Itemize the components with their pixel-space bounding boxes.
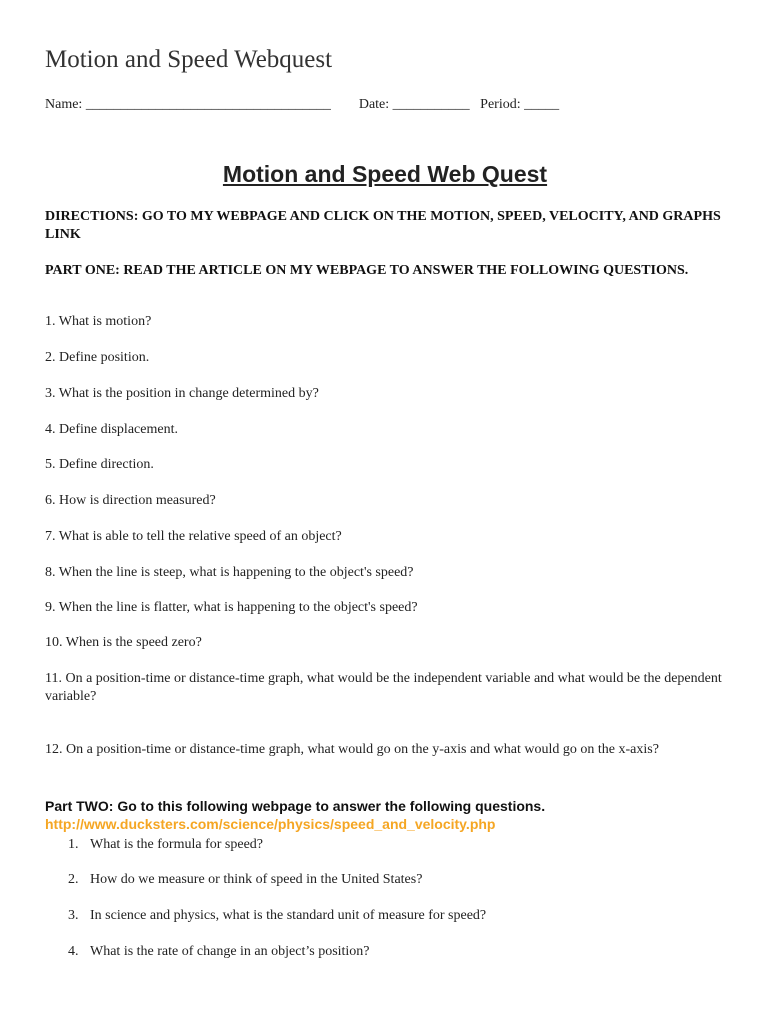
part-two-question-2: [68, 871, 728, 889]
question-6: 6. How is direction measured?: [45, 493, 216, 508]
question-5: 5. Define direction.: [45, 457, 154, 472]
directions-text: DIRECTIONS: GO TO MY WEBPAGE AND CLICK ON THE MOTION, SPEED, VELOCITY, AND GRAPHS LINK: [45, 209, 721, 242]
document-header-title: Motion and Speed Webquest: [45, 46, 333, 73]
question-text: In science and physics, what is the standard unit of measure for speed?: [90, 908, 487, 923]
question-9: 9. When the line is flatter, what is happening to the object's speed?: [45, 600, 418, 615]
question-12: 12. On a position-time or distance-time graph, what would go on the y-axis and what would go on the x-axis?: [45, 742, 659, 757]
question-number: 2.: [68, 872, 79, 887]
part-two-question-1: [68, 836, 728, 854]
question-number: 3.: [68, 908, 79, 923]
question-7: 7. What is able to tell the relative speed of an object?: [45, 529, 342, 544]
question-10: 10. When is the speed zero?: [45, 635, 202, 650]
question-text: What is the formula for speed?: [90, 837, 263, 852]
part-two-heading: Part TWO: Go to this following webpage to answer the following questions.: [45, 798, 546, 814]
question-number: 4.: [68, 944, 79, 959]
question-4: 4. Define displacement.: [45, 422, 178, 437]
question-text: How do we measure or think of speed in the United States?: [90, 872, 423, 887]
page-title: Motion and Speed Web Quest: [222, 161, 548, 187]
period-field[interactable]: Period: _____: [480, 97, 560, 112]
question-number: 1.: [68, 837, 79, 852]
part-two-question-4: [68, 943, 728, 961]
question-text: What is the rate of change in an object’s position?: [90, 944, 370, 959]
question-2: 2. Define position.: [45, 350, 150, 365]
question-8: 8. When the line is steep, what is happening to the object's speed?: [45, 565, 414, 580]
question-3: 3. What is the position in change determined by?: [45, 386, 319, 401]
part-two-question-3: [68, 907, 728, 925]
part-one-heading: PART ONE: READ THE ARTICLE ON MY WEBPAGE TO ANSWER THE FOLLOWING QUESTIONS.: [45, 263, 689, 278]
date-field[interactable]: Date: ___________: [358, 97, 470, 112]
question-11: 11. On a position-time or distance-time graph, what would be the independent variable and what would be the dependent variable?: [45, 671, 722, 704]
name-field[interactable]: Name: ___________________________________: [45, 97, 331, 112]
student-info-line: [45, 97, 559, 113]
ducksters-link[interactable]: http://www.ducksters.com/science/physics/speed_and_velocity.php: [45, 816, 496, 832]
question-1: 1. What is motion?: [45, 314, 152, 329]
